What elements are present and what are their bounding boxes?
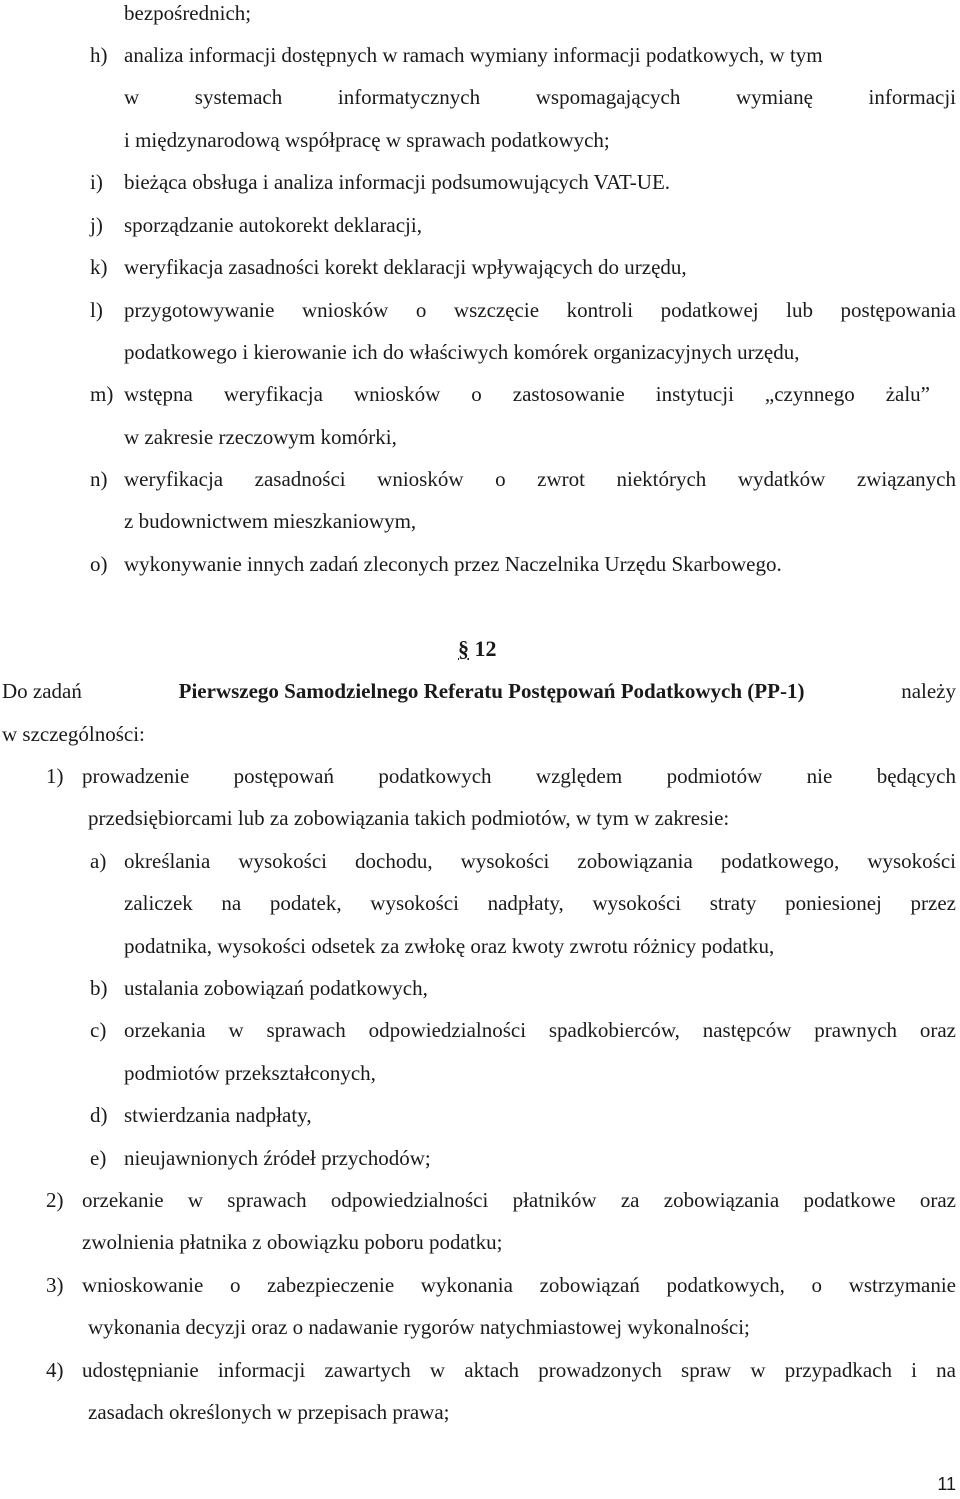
item-label-j: j) (90, 213, 103, 237)
page-number: 11 (937, 1474, 956, 1494)
subitem-a-line-3: podatnika, wysokości odsetek za zwłokę oraz kwoty zwrotu różnicy podatku, (124, 934, 775, 958)
item-label-h: h) (90, 43, 108, 67)
item-h-line-1: analiza informacji dostępnych w ramach wymiany informacji podatkowych, w tym (124, 43, 823, 67)
item-o-line-1: wykonywanie innych zadań zleconych przez Naczelnika Urzędu Skarbowego. (124, 552, 782, 576)
subitem-b-line-1: ustalania zobowiązań podatkowych, (124, 976, 428, 1000)
section-intro-line-2: w szczególności: (2, 722, 145, 746)
subitem-a-line-2: zaliczek na podatek, wysokości nadpłaty, wysokości straty poniesionej przez (124, 891, 956, 915)
point-label-3: 3) (46, 1273, 64, 1297)
section-intro-line-1 (2, 678, 956, 704)
item-i-line-1: bieżąca obsługa i analiza informacji podsumowujących VAT-UE. (124, 170, 671, 194)
item-l-line-1: przygotowywanie wniosków o wszczęcie kontroli podatkowej lub postępowania (124, 298, 956, 322)
point-3-line-2: wykonania decyzji oraz o nadawanie rygorów natychmiastowej wykonalności; (88, 1315, 750, 1339)
point-1-line-2: przedsiębiorcami lub za zobowiązania takich podmiotów, w tym w zakresie: (88, 806, 730, 830)
subitem-d-line-1: stwierdzania nadpłaty, (124, 1103, 312, 1127)
point-2-line-2: zwolnienia płatnika z obowiązku poboru podatku; (82, 1230, 503, 1254)
item-j-line-1: sporządzanie autokorekt deklaracji, (124, 213, 422, 237)
section-sign: § (458, 636, 469, 661)
item-n-line-2: z budownictwem mieszkaniowym, (124, 509, 417, 533)
point-4-line-2: zasadach określonych w przepisach prawa; (88, 1400, 450, 1424)
item-label-k: k) (90, 255, 108, 279)
point-3-line-1: wnioskowanie o zabezpieczenie wykonania zobowiązań podatkowych, o wstrzymanie (82, 1273, 956, 1297)
item-label-i: i) (90, 170, 103, 194)
unit-name: Pierwszego Samodzielnego Referatu Postępowań Podatkowych (PP-1) (178, 679, 805, 703)
subitem-c-line-2: podmiotów przekształconych, (124, 1061, 376, 1085)
subitem-label-e: e) (90, 1146, 107, 1170)
subitem-label-c: c) (90, 1018, 107, 1042)
section-number: 12 (474, 636, 497, 661)
item-m-line-2: w zakresie rzeczowym komórki, (124, 425, 397, 449)
subitem-e-line-1: nieujawnionych źródeł przychodów; (124, 1146, 431, 1170)
point-1-line-1: prowadzenie postępowań podatkowych względem podmiotów nie będących (82, 764, 956, 788)
item-label-m: m) (90, 382, 114, 406)
subitem-label-d: d) (90, 1103, 108, 1127)
point-label-4: 4) (46, 1358, 64, 1382)
subitem-label-b: b) (90, 976, 108, 1000)
item-label-l: l) (90, 298, 103, 322)
subitem-a-line-1: określania wysokości dochodu, wysokości zobowiązania podatkowego, wysokości (124, 849, 956, 873)
subitem-c-line-1: orzekania w sprawach odpowiedzialności spadkobierców, następców prawnych oraz (124, 1018, 956, 1042)
section-heading (458, 636, 497, 662)
item-m-line-1: wstępna weryfikacja wniosków o zastosowanie instytucji „czynnego żalu” (124, 382, 930, 406)
point-2-line-1: orzekanie w sprawach odpowiedzialności płatników za zobowiązania podatkowe oraz (82, 1188, 956, 1212)
item-label-n: n) (90, 467, 108, 491)
item-h-line-2: w systemach informatycznych wspomagających wymianę informacji (124, 85, 956, 109)
item-n-line-1: weryfikacja zasadności wniosków o zwrot niektórych wydatków związanych (124, 467, 956, 491)
intro-text-start: Do zadań (2, 679, 82, 703)
item-label-o: o) (90, 552, 108, 576)
point-label-2: 2) (46, 1188, 64, 1212)
item-h-line-3: i międzynarodową współpracę w sprawach podatkowych; (124, 128, 610, 152)
point-4-line-1: udostępnianie informacji zawartych w aktach prowadzonych spraw w przypadkach i na (82, 1358, 956, 1382)
subitem-label-a: a) (90, 849, 107, 873)
item-k-line-1: weryfikacja zasadności korekt deklaracji wpływających do urzędu, (124, 255, 687, 279)
item-l-line-2: podatkowego i kierowanie ich do właściwych komórek organizacyjnych urzędu, (124, 340, 800, 364)
point-label-1: 1) (46, 764, 64, 788)
text-line: bezpośrednich; (124, 1, 252, 25)
intro-text-end: należy (901, 679, 956, 703)
